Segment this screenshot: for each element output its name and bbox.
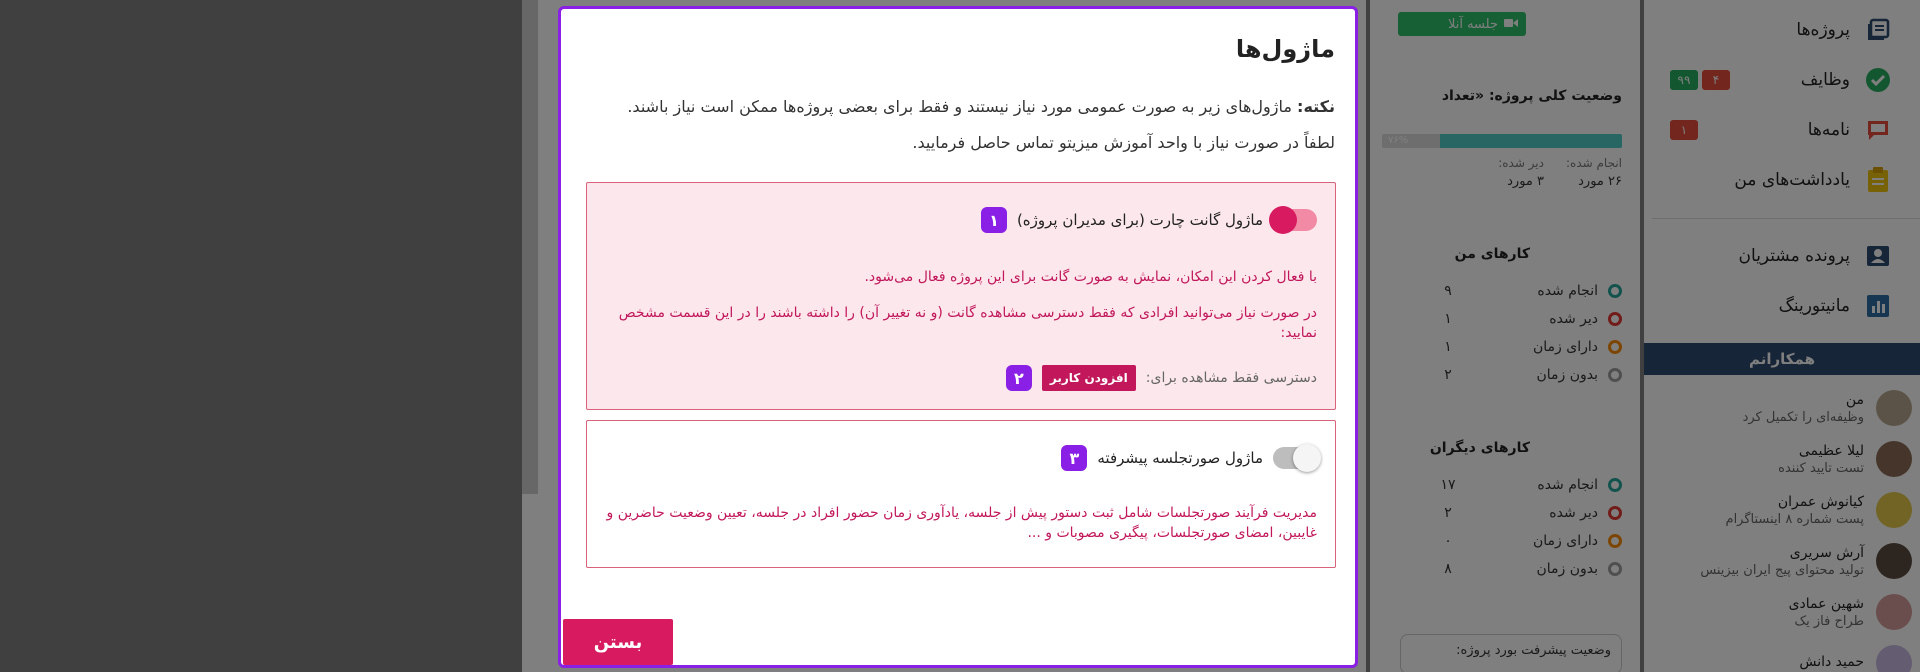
close-button[interactable]: بستن — [563, 619, 673, 665]
add-user-button[interactable]: افزودن کاربر — [1042, 365, 1136, 391]
minutes-module-header — [1061, 445, 1263, 471]
view-only-access-row — [1006, 365, 1317, 391]
gantt-module-title: ماژول گانت چارت (برای مدیران پروژه) — [1016, 211, 1263, 229]
step-badge-3: ۳ — [1061, 445, 1087, 471]
gantt-module-toggle[interactable] — [1273, 209, 1317, 231]
minutes-module-desc: مدیریت فرآیند صورتجلسات شامل ثبت دستور پیش از جلسه، یادآوری زمان حضور افراد در جلسه، تعیین وضعیت حاضرین و غایبین، امضای صورتجلسات، پیگیری مصوبات و ... — [606, 505, 1317, 541]
view-only-access-label: دسترسی فقط مشاهده برای: — [1145, 370, 1317, 386]
dialog-title: ماژول‌ها — [1235, 35, 1335, 63]
gantt-module-desc-2: در صورت نیاز می‌توانید افرادی که فقط دسترسی مشاهده گانت (و نه تغییر آن) را داشته باشند را در این قسمت مشخص نمایید: — [618, 305, 1317, 341]
minutes-module-toggle[interactable] — [1273, 447, 1317, 469]
note-line-1 — [627, 97, 1335, 116]
step-badge-2: ۲ — [1006, 365, 1032, 391]
note-label: نکته: — [1297, 97, 1335, 116]
note-text: ماژول‌های زیر به صورت عمومی مورد نیاز نیستند و فقط برای بعضی پروژه‌ها ممکن است نیاز باشند. — [627, 97, 1298, 116]
note-line-2: لطفاً در صورت نیاز با واحد آموزش میزیتو تماس حاصل فرمایید. — [912, 133, 1335, 152]
toggle-knob — [1293, 444, 1321, 472]
gantt-module-card — [586, 182, 1336, 410]
gantt-module-header — [981, 207, 1263, 233]
minutes-module-title: ماژول صورتجلسه پیشرفته — [1097, 449, 1263, 467]
modules-dialog — [558, 6, 1358, 668]
step-badge-1: ۱ — [981, 207, 1007, 233]
toggle-knob — [1269, 206, 1297, 234]
gantt-module-desc-1: با فعال کردن این امکان، نمایش به صورت گانت برای این پروژه فعال می‌شود. — [864, 269, 1317, 285]
minutes-module-card — [586, 420, 1336, 568]
